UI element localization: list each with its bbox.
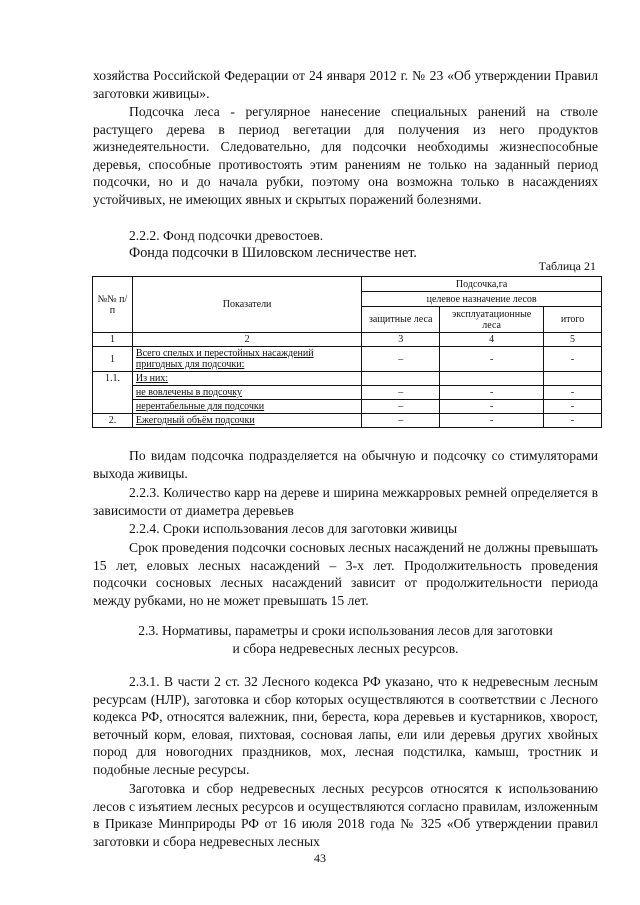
table-21: [92, 276, 602, 428]
row-value: -: [544, 400, 602, 414]
column-number: 3: [362, 333, 440, 347]
column-number-row: [93, 333, 602, 347]
paragraph-terms-podsochka: Срок проведения подсочки сосновых лесных насаждений не должны превышать 15 лет, еловых лесных насаждений – 3-х лет. Продолжительность проведения подсочки сосновых лесных насаждений зависит от продолжительности периода между рубками, но не может превышать 15 лет.: [93, 540, 598, 608]
header-podsochka-ga: Подсочка,га: [362, 277, 602, 292]
header-num: №№ п/п: [93, 277, 133, 333]
paragraph-intro: хозяйства Российской Федерации от 24 января 2012 г. № 23 «Об утверждении Правил заготовки живицы».: [93, 68, 598, 101]
paragraph-harvesting-rules: Заготовка и сбор недревесных лесных ресурсов относятся к использованию лесов с изъятием лесных ресурсов и осуществляются согласно правилам, изложенным в Приказе Минприроды РФ от 16 июля 2018 года № 325 «Об утверждении правил заготовки и сбора недревесных лесных: [93, 781, 598, 849]
row-value: -: [440, 414, 544, 428]
heading-2-2-2: 2.2.2. Фонд подсочки древостоев.: [129, 228, 324, 243]
table-row: [93, 414, 602, 428]
column-number: 5: [544, 333, 602, 347]
table-row: [93, 347, 602, 372]
header-target-purpose: целевое назначение лесов: [362, 292, 602, 307]
heading-2-2-4: 2.2.4. Сроки использования лесов для заготовки живицы: [129, 521, 458, 536]
header-indicators: Показатели: [132, 277, 361, 333]
row-value: -: [440, 400, 544, 414]
header-exploitation-forests: эксплуатационные леса: [440, 307, 544, 333]
table-row: [93, 372, 602, 386]
row-value: -: [544, 347, 602, 372]
table-row: [93, 386, 602, 400]
row-value: –: [362, 414, 440, 428]
paragraph-fond-podsochki: Фонда подсочки в Шиловском лесничестве нет.: [129, 245, 417, 261]
row-value: [362, 372, 440, 386]
row-value: -: [544, 414, 602, 428]
row-value: -: [440, 347, 544, 372]
table-row: [93, 400, 602, 414]
heading-2-3-line2: и сбора недревесных лесных ресурсов.: [232, 641, 459, 656]
row-label: не вовлечены в подсочку: [132, 386, 361, 400]
row-label: Из них:: [132, 372, 361, 386]
row-value: –: [362, 400, 440, 414]
paragraph-2-2-3: 2.2.3. Количество карр на дереве и ширина межкарровых ремней определяется в зависимости от диаметра деревьев: [93, 485, 598, 518]
row-value: [440, 372, 544, 386]
paragraph-2-3-1: 2.3.1. В части 2 ст. 32 Лесного кодекса РФ указано, что к недревесным лесным ресурсам (НЛР), заготовка и сбор которых осуществляются в соответствии с Лесного кодекса РФ, относятся валежник, пни, береста, кора деревьев и кустарников, хворост, веточный корм, еловая, пихтовая, сосновая лапы, ели или деревья других хвойных пород для новогодних праздников, мох, лесная подстилка, камыш, тростник и подобные лесные ресурсы.: [93, 674, 598, 777]
row-value: [544, 372, 602, 386]
paragraph-podsochka-definition: Подсочка леса - регулярное нанесение специальных ранений на стволе растущего дерева в период вегетации для получения из него продуктов жизнедеятельности. Следовательно, для подсочки необходимы жизнеспособные деревья, способные противостоять этим ранениям не только на заданный период подсочки, но и до начала рубки, поэтому она возможна только в насаждениях устойчивых, не имеющих явных и скрытых поражений болезнями.: [93, 104, 598, 207]
row-label: нерентабельные для подсочки: [132, 400, 361, 414]
row-num: 1.1.: [93, 372, 133, 414]
table-caption: Таблица 21: [538, 259, 596, 273]
row-num: 1: [93, 347, 133, 372]
row-value: -: [440, 386, 544, 400]
row-num: 2.: [93, 414, 133, 428]
row-value: -: [544, 386, 602, 400]
row-label: Всего спелых и перестойных насаждений пригодных для подсочки:: [132, 347, 361, 372]
heading-2-3-line1: 2.3. Нормативы, параметры и сроки использования лесов для заготовки: [138, 623, 553, 638]
row-value: –: [362, 347, 440, 372]
row-label: Ежегодный объём подсочки: [132, 414, 361, 428]
column-number: 1: [93, 333, 133, 347]
column-number: 4: [440, 333, 544, 347]
row-value: –: [362, 386, 440, 400]
header-total: итого: [544, 307, 602, 333]
page-number: 43: [314, 851, 326, 865]
column-number: 2: [132, 333, 361, 347]
header-protective-forests: защитные леса: [362, 307, 440, 333]
paragraph-types-podsochka: По видам подсочка подразделяется на обычную и подсочку со стимуляторами выхода живицы.: [93, 448, 598, 481]
